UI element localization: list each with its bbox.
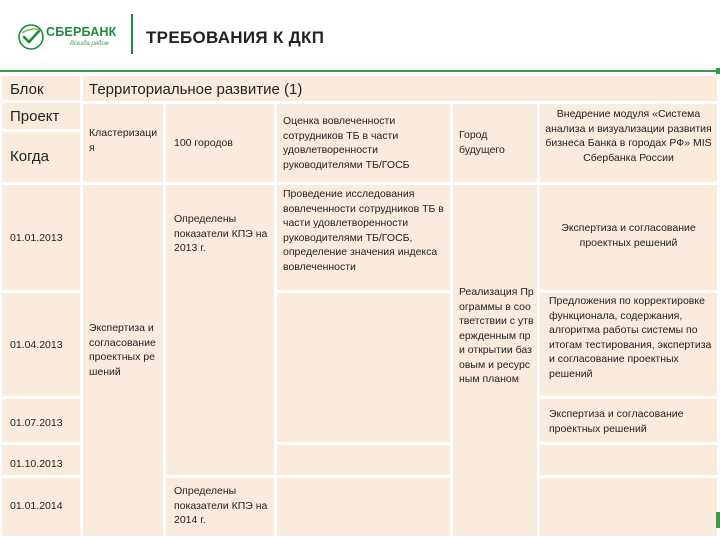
col5-r1-text: Внедрение модуля «Система анализа и визуализации развития бизнеса Банка в городах РФ» MIS Сбербанка России: [545, 108, 712, 164]
date-cell-1: [2, 185, 80, 290]
col5-empty-2: [540, 478, 717, 536]
col4-mid-text: Реализация Программы в соответствии с утвержденным при открытии базовым и ресурсным планом: [459, 286, 534, 385]
sberbank-logo: [18, 20, 120, 54]
date-label: 01.10.2013: [10, 458, 63, 470]
header-divider: [131, 14, 133, 54]
date-cell-2: [2, 293, 80, 396]
col1-mid-text: Экспертиза и согласование проектных решений: [89, 322, 156, 378]
logo-slogan: Всегда рядом: [70, 41, 109, 47]
col4-mid-cell: [453, 185, 537, 536]
col4-top-cell: [453, 104, 537, 182]
page-title: ТРЕБОВАНИЯ К ДКП: [146, 28, 325, 47]
col5-r1-cell: [540, 104, 717, 182]
label-block-cell: [2, 76, 80, 100]
right-edge-accent-bottom: [716, 512, 720, 528]
col3-top-cell: [277, 104, 450, 182]
col3-mid-text: Проведение исследования вовлеченности сотрудников ТБ в части удовлетворенности руководителями ТБ/ГОСБ, определение значения индекса вовлеченности: [283, 188, 444, 273]
project-title-cell: [83, 76, 717, 101]
col5-r3-cell: [540, 293, 717, 396]
date-cell-3: [2, 399, 80, 442]
col2-mid-text: Определены показатели КПЭ на 2013 г.: [174, 213, 268, 254]
date-label: 01.01.2013: [10, 232, 63, 244]
right-edge-accent-top: [716, 68, 720, 74]
label-project: Проект: [10, 108, 60, 125]
col5-r2-text: Экспертиза и согласование проектных решений: [561, 222, 696, 249]
col5-r2-cell: [540, 185, 717, 290]
col3-top-text: Оценка вовлеченности сотрудников ТБ в части удовлетворенности руководителями ТБ/ГОСБ: [283, 115, 410, 171]
project-title: Территориальное развитие (1): [89, 81, 303, 98]
col1-mid-cell: [83, 185, 163, 536]
col2-top-text: 100 городов: [174, 137, 233, 149]
label-block: Блок: [10, 81, 44, 98]
date-cell-5: [2, 478, 80, 536]
col5-r4-cell: [540, 399, 717, 442]
col3-empty-3: [277, 478, 450, 536]
col3-empty-2: [277, 445, 450, 475]
header-rule: [0, 70, 720, 72]
label-when: Когда: [10, 148, 49, 165]
col2-bot-cell: [166, 478, 274, 536]
label-project-cell: [2, 103, 80, 129]
col5-r3-text: Предложения по корректировке функционала, содержания, алгоритма работы системы по итогам тестирования, экспертиза и согласование проектных решений: [549, 295, 712, 380]
logo-name: СБЕРБАНК: [46, 25, 117, 39]
col5-r4-text: Экспертиза и согласование проектных решений: [549, 408, 684, 435]
col3-empty-1: [277, 293, 450, 442]
label-when-cell: [2, 132, 80, 182]
col1-top-cell: [83, 104, 163, 182]
col4-top-text: Город будущего: [459, 129, 505, 156]
date-label: 01.07.2013: [10, 417, 63, 429]
sberbank-logo-icon: [18, 24, 44, 50]
col3-mid-cell: [277, 185, 450, 290]
date-cell-4: [2, 445, 80, 475]
col5-empty-1: [540, 445, 717, 475]
col2-mid-cell: [166, 185, 274, 475]
date-label: 01.01.2014: [10, 500, 63, 512]
col2-top-cell: [166, 104, 274, 182]
col1-top-text: Кластеризация: [89, 127, 158, 154]
date-label: 01.04.2013: [10, 339, 63, 351]
col2-bot-text: Определены показатели КПЭ на 2014 г.: [174, 485, 268, 526]
